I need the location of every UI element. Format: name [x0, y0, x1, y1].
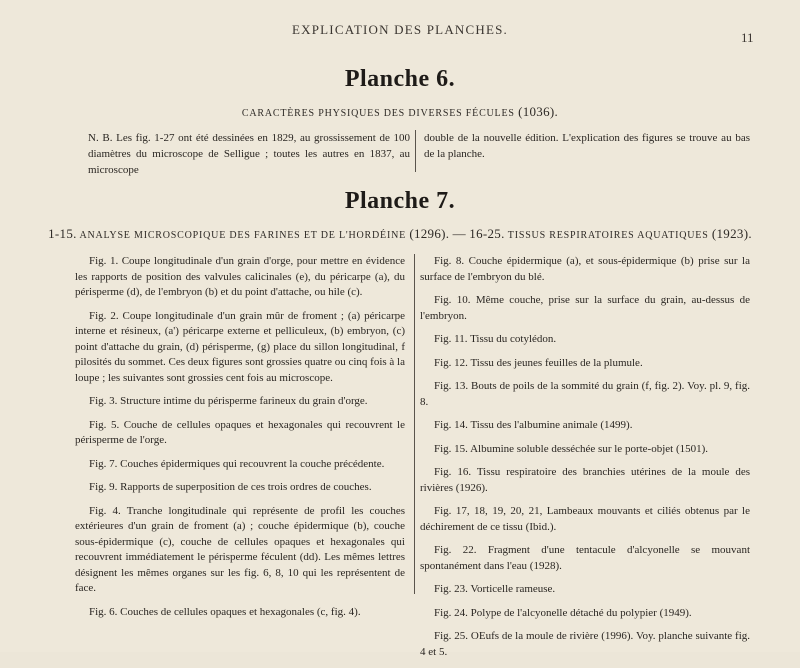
plate-6-title: Planche 6. [344, 66, 456, 92]
fig-4-caption: Fig. 4. Tranche longitudinale qui représente de profil les couches extérieures d'un grain de froment (a) ; couche épidermique (b), couche sous-épidermique (c), couche de cellules opaques et hexagonales qui recouvrent immédiatement le périsperme féculent (dd). Les mêmes lettres désignent les mêmes organes sur les fig. 6, 8, 10 qui les représentent de face. [75, 504, 405, 594]
fig-16-caption: Fig. 16. Tissu respiratoire des branchies utérines de la moule des rivières (1926). [420, 466, 750, 494]
fig-23-caption: Fig. 23. Vorticelle rameuse. [434, 583, 556, 595]
plate-6-section-ref: (1036). [518, 104, 559, 119]
fig-8-caption: Fig. 8. Couche épidermique (a), et sous-épidermique (b) prise sur la surface de l'embryon du blé. [420, 255, 750, 283]
plate-6-section-text: CARACTÈRES PHYSIQUES DES DIVERSES FÉCULES [241, 108, 515, 119]
right-column [420, 254, 750, 668]
fig-22-caption: Fig. 22. Fragment d'une tentacule d'alcyonelle se mouvant spontanément dans l'eau (1928). [420, 544, 750, 572]
running-title: EXPLICATION DES PLANCHES. [292, 22, 508, 37]
fig-24-caption: Fig. 24. Polype de l'alcyonelle détaché du polypier (1949). [434, 606, 692, 619]
fig-1-caption: Fig. 1. Coupe longitudinale d'un grain d'orge, pour mettre en évidence les rapports de position des valvules calicinales (e), du péricarpe (a), du périsperme (d), de l'embryon (b) et du point d'attache, ou hile (c). [75, 255, 405, 298]
section-b-text: TISSUS RESPIRATOIRES AQUATIQUES [507, 230, 709, 241]
fig-9-caption: Fig. 9. Rapports de superposition de ces trois ordres de couches. [89, 481, 372, 493]
plate-6-note-left: N. B. Les fig. 1-27 ont été dessinées en 1829, au grossissement de 100 diamètres du microscope de Selligue ; toutes les autres en 1837, au microscope [88, 132, 410, 176]
section-dash: — [452, 226, 466, 241]
fig-14-caption: Fig. 14. Tissu des l'albumine animale (1499). [434, 419, 633, 431]
page-number: 11 [741, 30, 754, 45]
left-column [75, 254, 405, 628]
fig-3-caption: Fig. 3. Structure intime du périsperme farineux du grain d'orge. [89, 395, 368, 407]
section-b-ref: (1923). [711, 226, 752, 241]
fig-6-caption: Fig. 6. Couches de cellules opaques et hexagonales (c, fig. 4). [89, 605, 361, 618]
plate-7-title: Planche 7. [344, 188, 456, 214]
fig-17-21-caption: Fig. 17, 18, 19, 20, 21, Lambeaux mouvants et ciliés obtenus par le déchirement de ce tissu (Ibid.). [420, 505, 750, 533]
section-a-ref: (1296). [409, 226, 450, 241]
fig-13-caption: Fig. 13. Bouts de poils de la sommité du grain (f, fig. 2). Voy. pl. 9, fig. 8. [420, 380, 750, 408]
fig-2-caption: Fig. 2. Coupe longitudinale d'un grain mûr de froment ; (a) péricarpe interne et résineux, (a') péricarpe externe et pelliculeux, (b) embryon, (c) point d'attache du grain, (d) périsperme, (g) place du sillon longitudinal, f pilosités du sommet. Ces deux figures sont grossies quatre ou cinq fois à la loupe ; les suivantes sont grossies cent fois au microscope. [75, 309, 405, 384]
plate-7-section-heading [0, 226, 800, 242]
section-a-range: 1-15. [48, 226, 77, 241]
fig-10-caption: Fig. 10. Même couche, prise sur la surface du grain, au-dessus de l'embryon. [420, 294, 750, 322]
column-divider-main [414, 254, 415, 594]
fig-12-caption: Fig. 12. Tissu des jeunes feuilles de la plumule. [434, 356, 643, 369]
section-b-range: 16-25. [469, 226, 505, 241]
fig-5-caption: Fig. 5. Couche de cellules opaques et hexagonales qui recouvrent le périsperme de l'orge. [75, 418, 405, 446]
fig-7-caption: Fig. 7. Couches épidermiques qui recouvrent la couche précédente. [89, 457, 385, 470]
plate-6-note-right: double de la nouvelle édition. L'explication des figures se trouve au bas de la planche. [424, 132, 750, 160]
fig-15-caption: Fig. 15. Albumine soluble desséchée sur le porte-objet (1501). [434, 442, 709, 455]
column-divider [415, 130, 416, 172]
plate-6-section-heading [0, 104, 800, 120]
fig-11-caption: Fig. 11. Tissu du cotylédon. [434, 333, 557, 345]
fig-25-caption: Fig. 25. OEufs de la moule de rivière (1996). Voy. planche suivante fig. 4 et 5. [420, 630, 750, 658]
section-a-text: ANALYSE MICROSCOPIQUE DES FARINES ET DE L'HORDÉINE [79, 230, 407, 241]
